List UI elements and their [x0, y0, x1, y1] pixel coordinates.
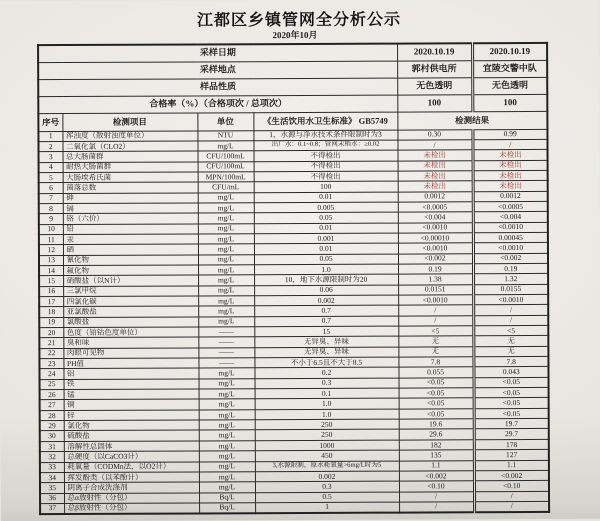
row-result-1: 135 — [399, 450, 474, 461]
row-standard: 0.002 — [255, 471, 399, 482]
row-standard: 0.2 — [254, 367, 398, 378]
row-item: 镉 — [63, 203, 198, 214]
row-result-1: 未检出 — [398, 160, 473, 171]
table-row — [40, 501, 549, 514]
row-unit: mg/L — [198, 285, 254, 296]
row-item: 肉眼可见物 — [63, 348, 198, 359]
row-no: 34 — [40, 472, 64, 482]
row-unit: mg/L — [198, 244, 254, 255]
row-unit: CFU/100mL — [198, 151, 254, 162]
row-result-1: 1.38 — [398, 274, 473, 285]
row-standard: 0.005 — [254, 202, 398, 213]
row-result-2: <5 — [473, 325, 548, 336]
row-result-2: 1.32 — [473, 274, 548, 285]
row-result-1: / — [397, 140, 472, 151]
row-no: 31 — [40, 441, 64, 451]
row-unit: mg/L — [199, 472, 255, 483]
row-result-1: <0.004 — [398, 212, 473, 223]
row-item: 二氧化氯（CLO2） — [62, 141, 197, 152]
row-standard: 不得检出 — [254, 161, 398, 172]
row-result-1: 1.1 — [399, 460, 474, 471]
row-standard: 0.7 — [254, 305, 398, 316]
row-item: 浑浊度（散射浊度单位） — [62, 130, 197, 141]
row-standard: 无异臭、异味 — [254, 336, 398, 347]
row-item: 硒 — [63, 244, 198, 255]
row-unit: Bq/L — [199, 492, 255, 503]
row-result-2: 0.99 — [472, 129, 547, 140]
row-result-1: / — [398, 315, 473, 326]
sample-location-site2: 宜陵交警中队 — [472, 60, 547, 77]
row-no: 33 — [40, 462, 64, 472]
row-no: 1 — [38, 131, 62, 141]
row-result-2: <0.05 — [474, 388, 549, 399]
page-title: 江都区乡镇管网全分析公示 — [196, 11, 401, 30]
row-result-2: 19.7 — [474, 419, 549, 430]
row-item: 氟化物 — [63, 265, 198, 276]
row-item: 铜 — [64, 399, 199, 410]
row-unit: Bq/L — [199, 503, 255, 514]
sample-date-site2: 2020.10.19 — [472, 43, 547, 60]
row-unit: NTU — [197, 130, 253, 141]
row-result-2: <0.0010 — [473, 294, 548, 305]
row-result-2: / — [474, 491, 549, 502]
row-no: 20 — [39, 328, 63, 338]
row-no: 17 — [39, 297, 63, 307]
row-no: 13 — [39, 255, 63, 265]
row-unit: mg/L — [198, 223, 254, 234]
sample-nature-site2: 无色透明 — [472, 77, 547, 94]
row-result-1: <0.002 — [399, 471, 474, 482]
row-unit: mg/L — [198, 265, 254, 276]
row-unit: mg/L — [198, 234, 254, 245]
pass-rate-site2: 100 — [472, 94, 547, 111]
row-result-2: <0.0005 — [473, 201, 548, 212]
row-result-1: 182 — [399, 440, 474, 451]
row-no: 2 — [38, 141, 62, 151]
row-unit: mg/L — [199, 420, 255, 431]
row-unit: mg/L — [199, 451, 255, 462]
row-no: 35 — [40, 483, 64, 493]
row-standard: 0.3 — [255, 378, 399, 389]
row-no: 11 — [39, 234, 63, 244]
row-result-1: 未检出 — [398, 150, 473, 161]
row-result-2: <0.004 — [473, 212, 548, 223]
row-no: 8 — [39, 203, 63, 213]
row-standard: 0.7 — [254, 316, 398, 327]
row-result-1: / — [398, 305, 473, 316]
row-result-2: <0.05 — [474, 408, 549, 419]
row-no: 32 — [40, 452, 64, 462]
row-result-1: 无 — [398, 346, 473, 357]
row-result-2: <0.05 — [474, 398, 549, 409]
row-result-1: 0.055 — [398, 367, 473, 378]
page-subtitle: 2020年10月 — [272, 29, 318, 41]
row-result-1: / — [399, 491, 474, 502]
row-item: 锌 — [64, 410, 199, 421]
row-result-2: 0.043 — [473, 367, 548, 378]
row-item: 色度（铂钴色度单位） — [63, 327, 198, 338]
row-standard: 100 — [254, 181, 398, 192]
row-result-2: 无 — [473, 346, 548, 357]
row-item: 氯化物 — [64, 420, 199, 431]
row-no: 23 — [39, 359, 63, 369]
row-standard: 0.01 — [254, 223, 398, 234]
row-result-2: <0.10 — [474, 481, 549, 492]
row-result-1: <0.0010 — [398, 295, 473, 306]
row-standard: 0.001 — [254, 233, 398, 244]
row-result-1: <0.05 — [399, 409, 474, 420]
row-unit: mg/L — [199, 461, 255, 472]
row-no: 15 — [39, 276, 63, 286]
row-result-2: / — [473, 305, 548, 316]
row-result-1: 无 — [398, 336, 473, 347]
row-item: 耐热大肠菌群 — [63, 161, 198, 172]
row-result-1: 未检出 — [398, 171, 473, 182]
row-no: 3 — [39, 152, 63, 162]
row-item: 氯酸盐 — [63, 317, 198, 328]
row-standard: 0.05 — [254, 212, 398, 223]
row-standard: 0.01 — [254, 192, 398, 203]
row-result-1: 0.0012 — [398, 191, 473, 202]
row-standard: 0.1 — [255, 388, 399, 399]
row-result-2: <0.0010 — [473, 222, 548, 233]
row-item: 硫酸盐 — [64, 430, 199, 441]
row-item: 砷 — [63, 193, 198, 204]
row-item: 耗氧量（CODMn法，以O2计） — [64, 461, 199, 472]
sample-nature-label: 样品性质 — [38, 78, 397, 97]
row-standard: 无异臭、异味 — [254, 347, 398, 358]
row-result-2: 1.1 — [474, 460, 549, 471]
row-unit: CFU/100mL — [198, 161, 254, 172]
row-unit: —— — [198, 358, 254, 369]
row-no: 12 — [39, 245, 63, 255]
row-result-2: 0.00045 — [473, 232, 548, 243]
row-result-2: 未检出 — [473, 150, 548, 161]
row-item: 菌落总数 — [63, 182, 198, 193]
row-item: 锰 — [64, 389, 199, 400]
row-unit: mg/L — [199, 482, 255, 493]
row-item: 铝 — [63, 368, 198, 379]
row-result-1: <0.05 — [399, 388, 474, 399]
row-standard: 1.0 — [255, 399, 399, 410]
sample-nature-site1: 无色透明 — [397, 77, 472, 94]
row-standard: 不小于6.5且不大于8.5 — [254, 357, 398, 368]
row-result-1: 未检出 — [398, 181, 473, 192]
row-unit: —— — [198, 337, 254, 348]
row-result-2: / — [474, 501, 549, 512]
row-result-2: 无 — [473, 336, 548, 347]
row-no: 14 — [39, 266, 63, 276]
row-unit: CFU/mL — [198, 182, 254, 193]
row-result-1: <0.002 — [398, 253, 473, 264]
row-result-2: 0.0012 — [473, 191, 548, 202]
row-unit: mg/L — [199, 409, 255, 420]
row-item: PH值 — [63, 358, 198, 369]
row-result-2: 未检出 — [473, 170, 548, 181]
row-unit: mg/L — [198, 316, 254, 327]
row-no: 28 — [40, 410, 64, 420]
row-result-1: <0.10 — [399, 481, 474, 492]
row-standard: 450 — [255, 450, 399, 461]
row-result-2: 127 — [474, 450, 549, 461]
row-unit: mg/L — [198, 254, 254, 265]
row-item: 铬（六价） — [63, 213, 198, 224]
row-standard: 不得检出 — [254, 150, 398, 161]
row-result-1: 7.8 — [398, 357, 473, 368]
row-result-2: 7.8 — [473, 356, 548, 367]
row-result-1: 29.6 — [399, 429, 474, 440]
row-item: 硝酸盐（以N计） — [63, 275, 198, 286]
row-result-1: <5 — [398, 326, 473, 337]
row-unit: mg/L — [197, 141, 253, 152]
column-header-row — [38, 111, 547, 131]
row-item: 总α放射性（分包） — [64, 492, 199, 503]
row-no: 16 — [39, 286, 63, 296]
row-standard: 3,水源限制，原水耗氧量>6mg/L时为5 — [255, 461, 399, 472]
row-item: 总β放射性（分包） — [64, 503, 199, 514]
row-result-1: 0.30 — [397, 129, 472, 140]
row-result-2: <0.05 — [474, 377, 549, 388]
row-result-2: 29.7 — [474, 429, 549, 440]
row-result-2: 178 — [474, 439, 549, 450]
row-result-2: / — [473, 315, 548, 326]
row-no: 37 — [40, 503, 64, 513]
row-no: 4 — [39, 162, 63, 172]
row-result-2: 0.0155 — [473, 284, 548, 295]
header-item: 检测项目 — [62, 112, 197, 131]
row-no: 25 — [40, 379, 64, 389]
row-item: 溶解性总固体 — [64, 441, 199, 452]
header-result: 检测结果 — [397, 111, 547, 130]
row-unit: mg/L — [199, 399, 255, 410]
row-unit: mg/L — [198, 306, 254, 317]
row-unit: —— — [198, 347, 254, 358]
row-no: 29 — [40, 421, 64, 431]
row-result-1: 0.19 — [398, 264, 473, 275]
row-item: 氰化物 — [63, 255, 198, 266]
row-standard: 出厂水：0.1~0.8；管网末梢水：≥0.02 — [253, 140, 397, 151]
row-no: 22 — [39, 348, 63, 358]
row-result-2: 0.19 — [473, 263, 548, 274]
row-item: 铅 — [63, 224, 198, 235]
row-result-1: 19.6 — [399, 419, 474, 430]
header-no: 序号 — [38, 113, 62, 131]
row-standard: 0.01 — [254, 243, 398, 254]
row-unit: —— — [198, 327, 254, 338]
row-standard: 15 — [254, 326, 398, 337]
row-standard: 250 — [255, 419, 399, 430]
row-unit: mg/L — [198, 368, 254, 379]
row-item: 总硬度（以CaCO3计） — [64, 451, 199, 462]
row-unit: mg/L — [199, 441, 255, 452]
header-unit: 单位 — [197, 112, 253, 130]
row-result-1: <0.00010 — [398, 233, 473, 244]
row-no: 5 — [39, 172, 63, 182]
row-no: 36 — [40, 493, 64, 503]
row-standard: 0.05 — [254, 254, 398, 265]
row-item: 阴离子合成洗涤剂 — [64, 482, 199, 493]
row-result-2: <0.002 — [473, 253, 548, 264]
row-item: 挥发酚类（以苯酚计） — [64, 472, 199, 483]
sample-date-label: 采样日期 — [38, 44, 397, 63]
row-result-1: <0.0010 — [398, 222, 473, 233]
row-item: 总大肠菌群 — [63, 151, 198, 162]
row-standard: 1 — [255, 502, 399, 513]
row-result-1: 0.0151 — [398, 284, 473, 295]
row-unit: mg/L — [198, 213, 254, 224]
row-standard: 10，地下水源限制时为20 — [254, 274, 398, 285]
sample-location-site1: 郭村供电所 — [397, 60, 472, 77]
row-result-1: <0.05 — [399, 398, 474, 409]
row-item: 汞 — [63, 234, 198, 245]
sample-location-label: 采样地点 — [38, 61, 397, 80]
row-item: 臭和味 — [63, 337, 198, 348]
row-standard: 0.06 — [254, 285, 398, 296]
row-result-1: / — [399, 502, 474, 513]
row-no: 9 — [39, 214, 63, 224]
analysis-table — [37, 42, 550, 515]
row-result-2: / — [472, 139, 547, 150]
row-item: 三氯甲烷 — [63, 286, 198, 297]
row-standard: 0.5 — [255, 492, 399, 503]
pass-rate-label: 合格率（%）（合格项次 / 总项次） — [38, 95, 397, 114]
row-standard: 不得检出 — [254, 171, 398, 182]
row-no: 26 — [40, 390, 64, 400]
row-result-1: <0.05 — [399, 377, 474, 388]
row-result-2: 未检出 — [473, 181, 548, 192]
row-standard: 0.002 — [254, 295, 398, 306]
row-unit: mg/L — [198, 296, 254, 307]
row-no: 10 — [39, 224, 63, 234]
row-item: 大肠埃希氏菌 — [63, 172, 198, 183]
row-no: 30 — [40, 431, 64, 441]
row-result-1: <0.0005 — [398, 202, 473, 213]
row-unit: mg/L — [198, 192, 254, 203]
row-standard: 1.0 — [255, 409, 399, 420]
row-unit: mg/L — [198, 275, 254, 286]
row-no: 7 — [39, 193, 63, 203]
row-standard: 1.0 — [254, 264, 398, 275]
row-unit: mg/L — [199, 430, 255, 441]
row-no: 6 — [39, 183, 63, 193]
row-item: 铁 — [64, 379, 199, 390]
row-no: 21 — [39, 338, 63, 348]
row-unit: mg/L — [199, 389, 255, 400]
pass-rate-site1: 100 — [397, 94, 472, 111]
row-result-2: 未检出 — [473, 160, 548, 171]
row-standard: 1000 — [255, 440, 399, 451]
row-result-2: <0.002 — [474, 470, 549, 481]
row-result-2: <0.0010 — [473, 243, 548, 254]
row-unit: mg/L — [198, 203, 254, 214]
row-no: 19 — [39, 317, 63, 327]
row-standard: 1，水源与净水技术条件限制时为3 — [253, 130, 397, 141]
row-item: 亚氯酸盐 — [63, 306, 198, 317]
row-item: 四氯化碳 — [63, 296, 198, 307]
row-unit: MPN/100mL — [198, 172, 254, 183]
row-result-1: <0.0010 — [398, 243, 473, 254]
row-standard: 250 — [255, 430, 399, 441]
row-no: 18 — [39, 307, 63, 317]
sample-date-site1: 2020.10.19 — [397, 43, 472, 60]
row-unit: mg/L — [199, 378, 255, 389]
row-standard: 0.3 — [255, 481, 399, 492]
row-no: 27 — [40, 400, 64, 410]
row-no: 24 — [39, 369, 63, 379]
header-standard: 《生活饮用水卫生标准》 GB5749 — [253, 112, 397, 131]
